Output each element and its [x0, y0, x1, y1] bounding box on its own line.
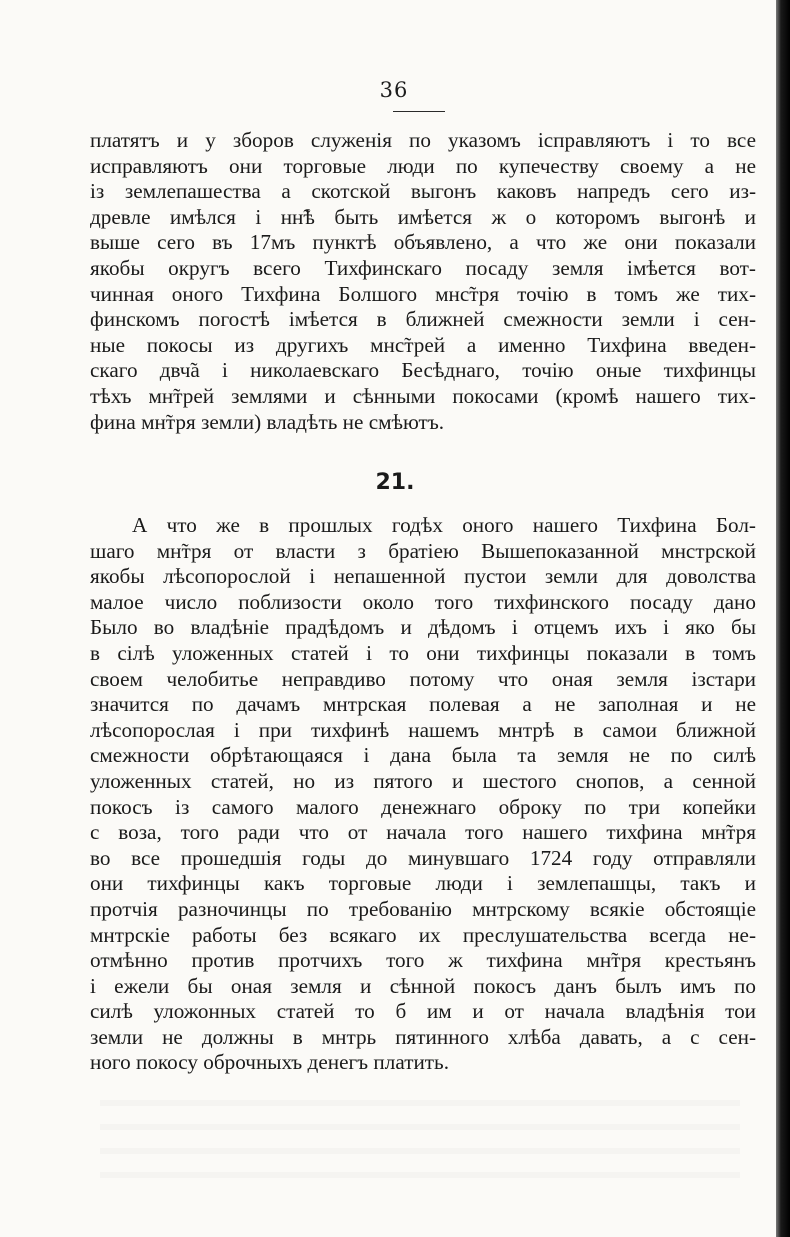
text-line: покосъ із самого малого денежнаго оброку по три копейки — [90, 794, 756, 819]
text-line: своем челобитье неправдиво потому что оная земля ізстари — [90, 666, 756, 691]
page-number-underline — [393, 111, 445, 112]
text-line: протчія разночинцы по требованію мнтрскому всякіе обстоящіе — [90, 896, 756, 921]
text-line: земли не должны в мнтрь пятинного хлѣба давать, а с сен- — [90, 1024, 756, 1049]
text-line: платятъ и у зборов служенія по указомъ ісправляютъ і то все — [90, 128, 756, 152]
text-line: они тихфинцы какъ торговые люди і землепашцы, такъ и — [90, 871, 756, 896]
text-line: финскомъ погостѣ імѣется в ближней смежности земли і сен- — [90, 307, 756, 332]
text-line: во все прошедшія годы до минувшаго 1724 году отправляли — [90, 845, 756, 870]
text-line: с воза, того ради что от начала того нашего тихфина мн̃тря — [90, 820, 756, 845]
paragraph-continued — [90, 128, 756, 435]
text-line: исправляютъ они торговые люди по купечеству своему а не — [90, 153, 756, 178]
text-line: силѣ уложонных статей то б им и от начала владѣнія тои — [90, 999, 756, 1024]
text-line: чинная оного Тихфина Болшого мнс̃тря точію в томъ же тих- — [90, 281, 756, 306]
bleed-through-texture — [100, 1100, 740, 1180]
text-line: ного покосу оброчныхъ денегъ платить. — [90, 1050, 450, 1075]
text-line: значится по дачамъ мнтрская полевая а не заполная и не — [90, 692, 756, 717]
text-line: мнтрскіе работы без всякаго их преслушательства всегда не- — [90, 922, 756, 947]
page-edge-shadow — [776, 0, 790, 1237]
text-line: уложенных статей, но из пятого и шестого снопов, а сенной — [90, 768, 756, 793]
text-line: древле имѣлся і нн̃ѣ быть имѣется ж о которомъ выгонѣ и — [90, 204, 756, 229]
text-line: тѣхъ мн̃трей землями и сѣнными покосами (кромѣ нашего тих- — [90, 383, 756, 408]
text-line: скаго двч̃а і николаевскаго Бесѣднаго, точію оные тихфинцы — [90, 358, 756, 383]
text-line: якобы округъ всего Тихфинскаго посаду земля імѣется вот- — [90, 255, 756, 280]
section-number: 21. — [375, 470, 415, 495]
text-line: смежности обрѣтающаяся і дана была та земля не по силѣ — [90, 743, 756, 768]
text-line: в сілѣ уложенных статей і то они тихфинцы показали в томъ — [90, 640, 756, 665]
text-line: із землепашества а скотской выгонъ каковъ напредъ сего из- — [90, 179, 756, 204]
text-line: А что же в прошлых годѣх оного нашего Тихфина Бол- — [132, 513, 756, 537]
text-line: і ежели бы оная земля и сѣнной покосъ данъ былъ имъ по — [90, 973, 756, 998]
text-line: Было во владѣніе прадѣдомъ и дѣдомъ і отцемъ ихъ і яко бы — [90, 615, 756, 640]
text-line: отмѣнно против протчихъ того ж тихфина мн̃тря крестьянъ — [90, 948, 756, 973]
text-line: фина мн̃тря земли) владѣть не смѣютъ. — [90, 409, 445, 434]
text-line: выше сего въ 17мъ пунктѣ объявлено, а что же они показали — [90, 230, 756, 255]
text-line: ные покосы из другихъ мнс̃трей а именно Тихфина введен- — [90, 332, 756, 357]
text-line: якобы лѣсопорослой і непашенной пустои земли для доволства — [90, 564, 756, 589]
paragraph-section-21 — [90, 513, 756, 1076]
text-line: шаго мн̃тря от власти з братіею Вышепоказанной мнстрской — [90, 538, 756, 563]
text-line: лѣсопорослая і при тихфинѣ нашемъ мнтрѣ в самои ближной — [90, 717, 756, 742]
page-number: 36 — [379, 78, 409, 102]
text-line: малое число поблизости около того тихфинского посаду дано — [90, 589, 756, 614]
